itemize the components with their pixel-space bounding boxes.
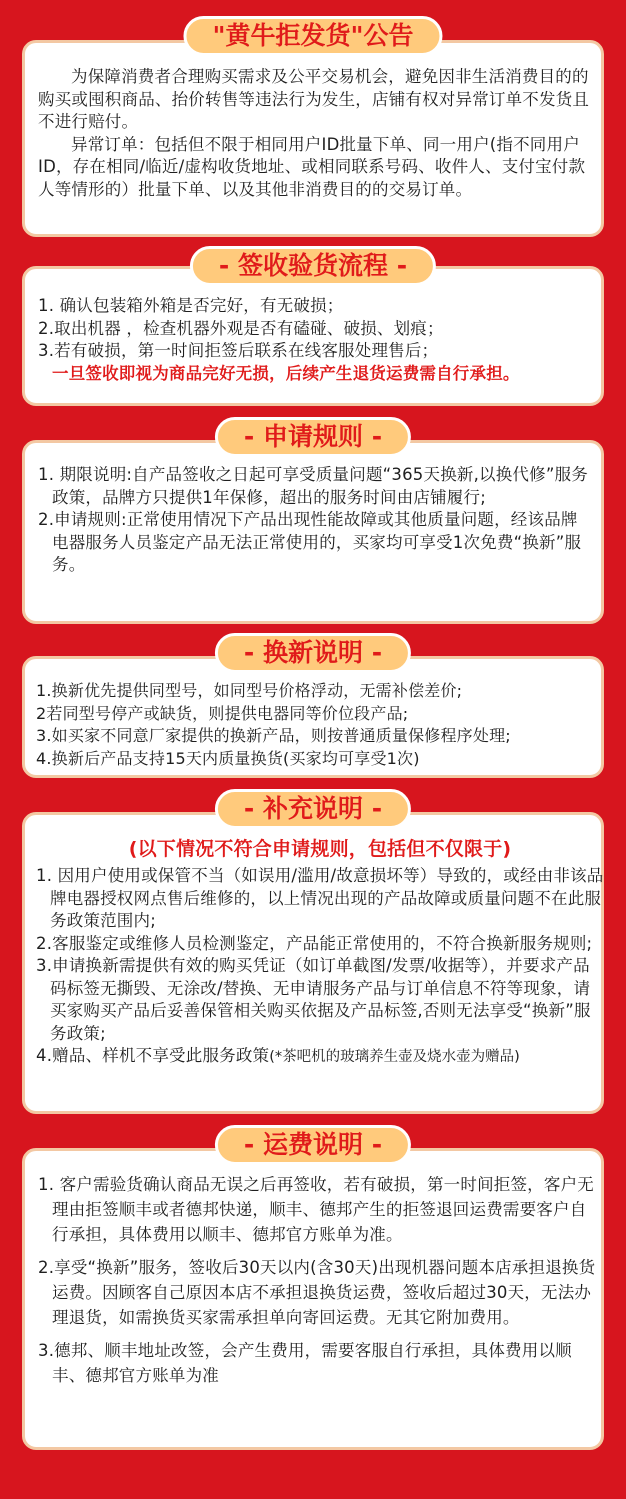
rules-item-1: 1. 期限说明:自产品签收之日起可享受质量问题“365天换新,以换代修”服务政策，品牌方只提供1年保修，超出的服务时间由店铺履行; (38, 465, 588, 507)
inspection-item-2: 2.取出机器 ，检查机器外观是否有磕碰、破损、划痕； (38, 318, 444, 338)
rules-item-2: 2.申请规则:正常使用情况下产品出现性能故障或其他质量问题，经该品牌电器服务人员鉴定产品无法正常使用的，买家均可享受1次免费“换新”服务。 (38, 510, 582, 574)
notice-body (38, 66, 594, 201)
supplement-item-4-note: (*茶吧机的玻璃养生壶及烧水壶为赠品) (269, 1049, 520, 1065)
notice-title: "黄牛拒发货"公告 (183, 16, 442, 56)
shipping-item-3: 3.德邦、顺丰地址改签，会产生费用，需要客服自行承担，具体费用以顺丰、德邦官方账单为准 (38, 1341, 572, 1385)
shipping-item-1: 1. 客户需验货确认商品无误之后再签收，若有破损，第一时间拒签，客户无理由拒签顺丰或者德邦快递，顺丰、德邦产生的拒签退回运费需要客户自行承担，具体费用以顺丰、德邦官方账单为准。 (38, 1175, 594, 1244)
supplement-item-1: 1. 因用户使用或保管不当（如误用/滥用/故意损坏等）导致的，或经由非该品牌电器授权网点售后维修的，以上情况出现的产品故障或质量问题不在此服务政策范围内; (36, 866, 604, 930)
exchange-item-4: 4.换新后产品支持15天内质量换货(买家均可享受1次) (36, 748, 420, 768)
rules-title: - 申请规则 - (215, 417, 411, 457)
inspection-warning: 一旦签收即视为商品完好无损，后续产生退货运费需自行承担。 (52, 363, 520, 383)
rules-body (38, 464, 594, 577)
inspection-title: - 签收验货流程 - (190, 246, 436, 286)
shipping-body (38, 1172, 602, 1388)
notice-paragraph-2: 异常订单：包括但不限于相同用户ID批量下单、同一用户(指不同用户ID，存在相同/临近/虚构收货地址、或相同联系号码、收件人、支付宝付款人等情形的）批量下单、以及其他非消费目的的交易订单。 (38, 134, 586, 199)
supplement-subtitle: (以下情况不符合申请规则，包括但不仅限于) (128, 838, 512, 860)
supplement-item-2: 2.客服鉴定或维修人员检测鉴定，产品能正常使用的，不符合换新服务规则; (36, 933, 593, 953)
supplement-title: - 补充说明 - (215, 789, 411, 829)
supplement-item-4-text: 4.赠品、样机不享受此服务政策 (36, 1046, 270, 1065)
inspection-item-3: 3.若有破损，第一时间拒签后联系在线客服处理售后； (38, 341, 439, 360)
inspection-item-1: 1. 确认包装箱外箱是否完好，有无破损； (38, 296, 344, 315)
exchange-title: - 换新说明 - (215, 633, 411, 673)
exchange-item-3: 3.如买家不同意厂家提供的换新产品，则按普通质量保修程序处理; (36, 726, 511, 745)
exchange-item-1: 1.换新优先提供同型号，如同型号价格浮动，无需补偿差价; (36, 681, 463, 700)
supplement-item-4 (36, 1045, 604, 1069)
supplement-body (36, 836, 604, 1069)
inspection-body (38, 295, 596, 385)
shipping-item-2: 2.享受“换新”服务，签收后30天以内(含30天)出现机器问题本店承担退换货运费。因顾客自己原因本店不承担退换货运费，签收后超过30天，无法办理退货，如需换货买家需承担单向寄回运费。无其它附加费用。 (38, 1258, 596, 1327)
exchange-item-2: 2若同型号停产或缺货，则提供电器同等价位段产品; (36, 703, 409, 723)
exchange-body (36, 680, 604, 770)
supplement-item-3: 3.申请换新需提供有效的购买凭证（如订单截图/发票/收据等），并要求产品码标签无撕毁、无涂改/替换、无申请服务产品与订单信息不符等现象，请买家购买产品后妥善保管相关购买依据及产品标签,否则无法享受“换新”服务政策; (36, 956, 591, 1043)
notice-paragraph-1: 为保障消费者合理购买需求及公平交易机会，避免因非生活消费目的的购买或囤积商品、抬价转售等违法行为发生，店铺有权对异常订单不发货且不进行赔付。 (38, 67, 590, 131)
shipping-title: - 运费说明 - (215, 1125, 411, 1165)
